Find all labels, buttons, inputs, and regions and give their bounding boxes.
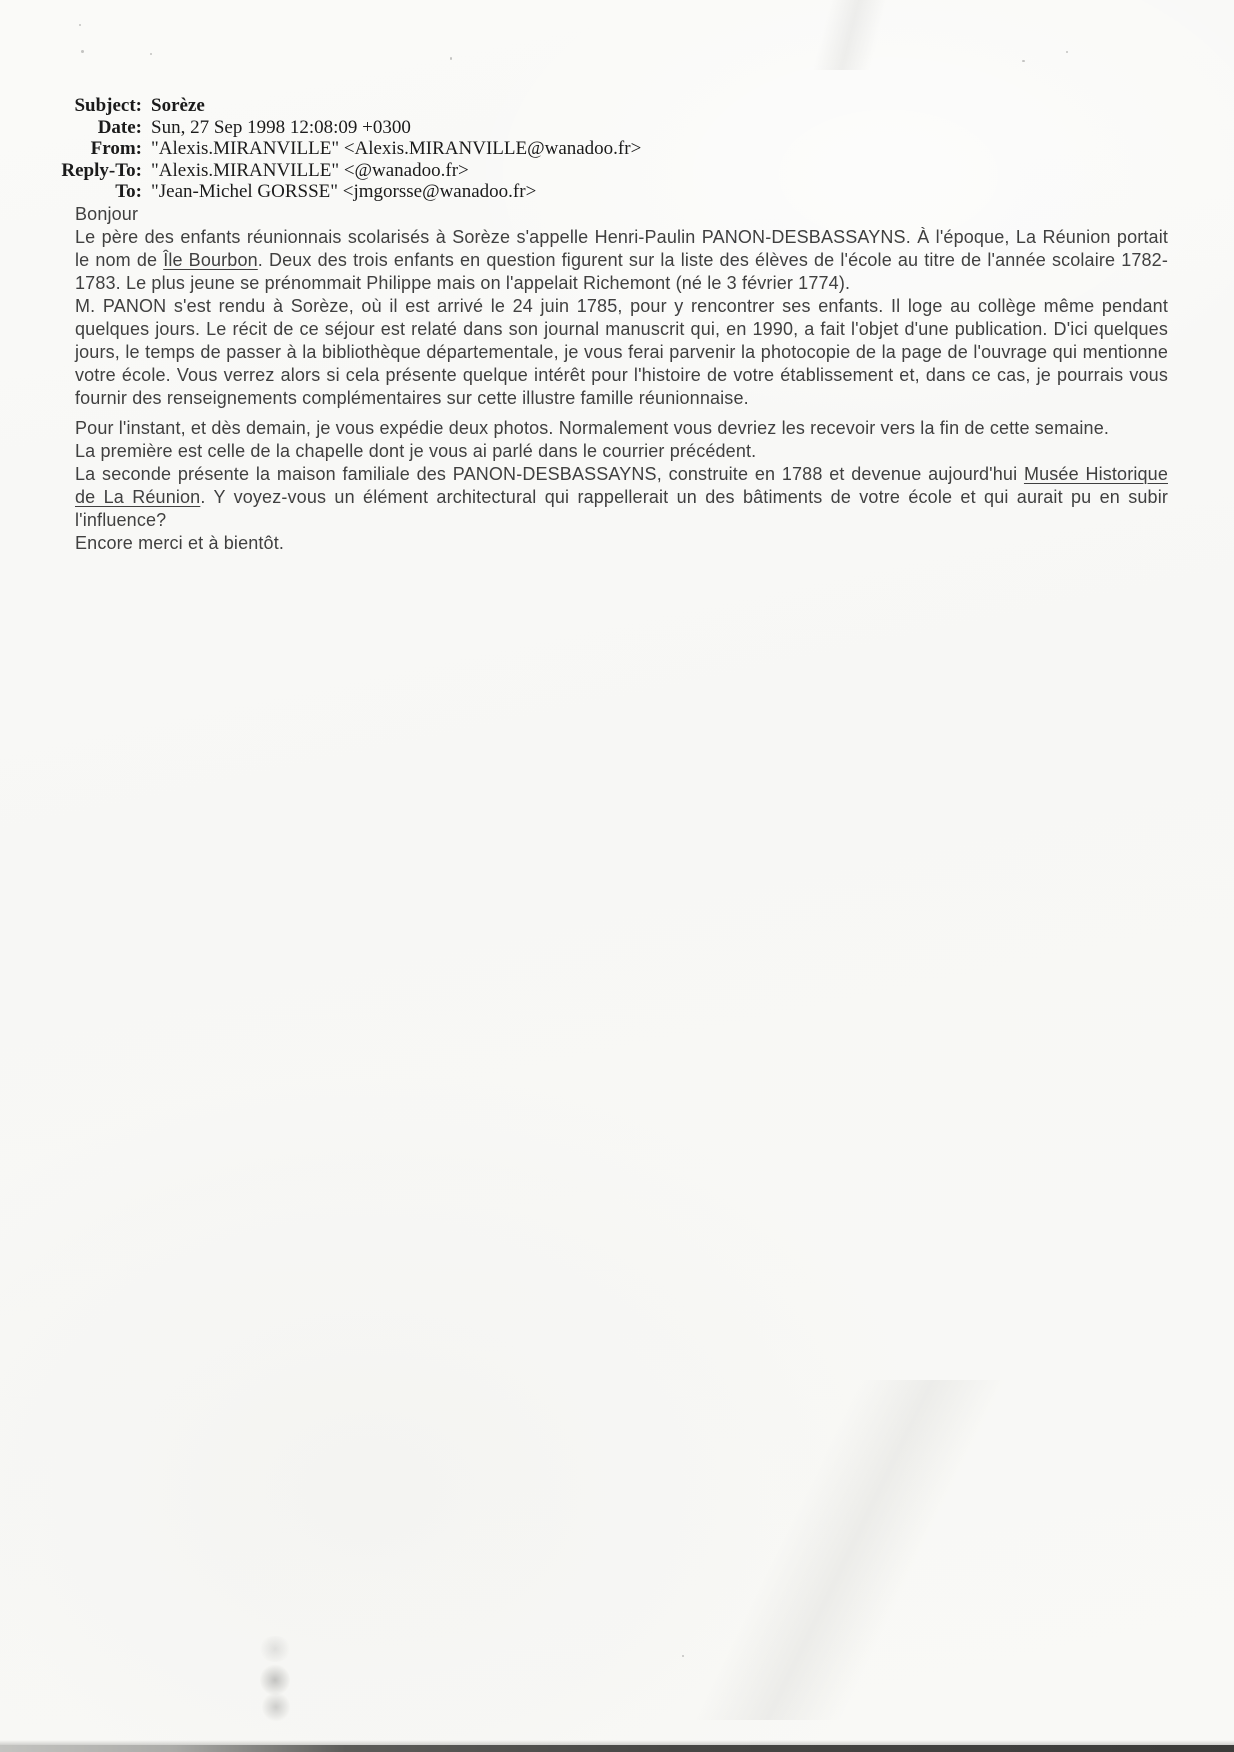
header-label-date: Date: xyxy=(97,116,142,138)
greeting-text: Bonjour xyxy=(75,203,139,224)
paper-speck xyxy=(81,50,84,53)
header-label-to: To: xyxy=(115,181,142,202)
paper-speck xyxy=(1066,51,1068,53)
header-field-to xyxy=(60,181,1234,203)
underlined-ile-bourbon: Île Bourbon xyxy=(163,249,258,270)
paper-speck xyxy=(79,24,81,26)
paragraph-1 xyxy=(75,226,1168,295)
paragraph-3-line-1: Pour l'instant, et dès demain, je vous expédie deux photos. Normalement vous devriez les recevoir vers la fin de cette semaine. xyxy=(75,417,1110,438)
scan-smudge xyxy=(262,1692,290,1722)
header-field-subject xyxy=(60,95,1234,117)
paragraph-3-line-3 xyxy=(75,463,1168,532)
paper-crease-lower xyxy=(480,1380,1220,1720)
header-value-to: "Jean-Michel GORSSE" <jmgorsse@wanadoo.fr> xyxy=(151,181,537,202)
email-header xyxy=(60,95,1234,203)
paper-speck xyxy=(150,53,152,55)
email-body xyxy=(75,203,1168,555)
paper-speck xyxy=(682,1655,684,1657)
closing-text: Encore merci et à bientôt. xyxy=(75,532,285,553)
paragraph-1-text-pre: Le père des enfants réunionnais scolarisés à Sorèze s'appelle Henri-Paulin PANON-DESBASSAYNS. À l'époque, La Réunion portait le nom de xyxy=(75,226,1168,270)
paragraph-3-line-2: La première est celle de la chapelle dont je vous ai parlé dans le courrier précédent. xyxy=(75,440,757,461)
paragraph-2: M. PANON s'est rendu à Sorèze, où il est arrivé le 24 juin 1785, pour y rencontrer ses enfants. Il loge au collège même pendant quelques jours. Le récit de ce séjour est relaté dans son journal manuscrit qui, en 1990, a fait l'objet d'une publication. D'ici quelques jours, le temps de passer à la bibliothèque départementale, je vous ferai parvenir la photocopie de la page de l'ouvrage qui mentionne votre école. Vous verrez alors si cela présente quelque intérêt pour l'histoire de votre établissement et, dans ce cas, je pourrais vous fournir des renseignements complémentaires sur cette illustre famille réunionnaise. xyxy=(75,295,1168,408)
header-label-subject: Subject: xyxy=(74,95,142,116)
header-field-date xyxy=(60,117,1234,139)
header-value-subject: Sorèze xyxy=(151,95,205,116)
header-value-from: "Alexis.MIRANVILLE" <Alexis.MIRANVILLE@wanadoo.fr> xyxy=(151,138,642,159)
header-field-reply-to xyxy=(60,160,1234,182)
header-value-date: Sun, 27 Sep 1998 12:08:09 +0300 xyxy=(151,116,411,138)
underlined-musee-historique: Musée Historique de La Réunion xyxy=(75,463,1168,507)
scan-smudge xyxy=(258,1636,292,1662)
scan-smudge xyxy=(260,1664,290,1696)
header-value-reply-to: "Alexis.MIRANVILLE" <@wanadoo.fr> xyxy=(151,159,469,181)
paragraph-3 xyxy=(75,417,1168,532)
scan-bottom-edge xyxy=(0,1745,1234,1752)
paper-speck xyxy=(450,57,452,60)
header-label-reply-to: Reply-To: xyxy=(61,159,142,181)
paper-speck xyxy=(1022,60,1025,62)
scan-bottom-shadow xyxy=(0,1740,1234,1745)
paragraph-3-text-post: . Y voyez-vous un élément architectural qui rappellerait un des bâtiments de votre école et qui aurait pu en subir l'influence? xyxy=(75,486,1169,530)
header-label-from: From: xyxy=(90,138,142,159)
header-field-from xyxy=(60,138,1234,160)
paragraph-3-text-pre: La seconde présente la maison familiale des PANON-DESBASSAYNS, construite en 1788 et devenue aujourd'hui xyxy=(75,463,1024,484)
paper-crease-top xyxy=(620,0,1080,70)
paragraph-1-text-post: . Deux des trois enfants en question figurent sur la liste des élèves de l'école au titre de l'année scolaire 1782-1783. Le plus jeune se prénommait Philippe mais on l'appelait Richemont (né le 3 février 1774). xyxy=(75,249,1168,293)
